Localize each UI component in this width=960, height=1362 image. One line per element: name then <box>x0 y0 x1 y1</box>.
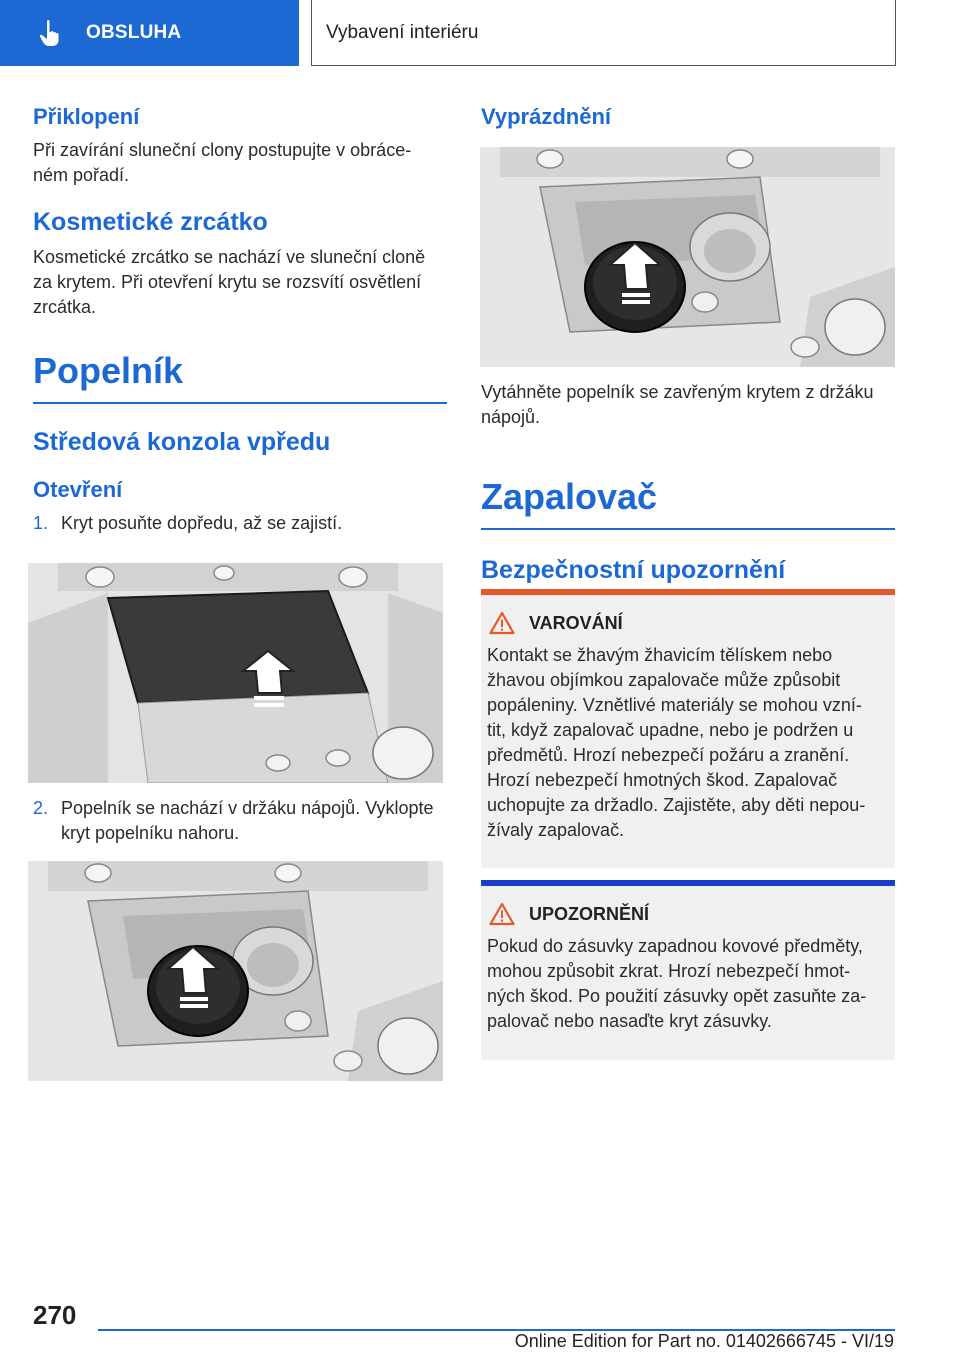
warning-title-text: VAROVÁNÍ <box>529 612 623 633</box>
console-closed-illustration <box>28 563 443 783</box>
notice-title <box>487 902 883 926</box>
chapter-tab[interactable] <box>0 0 299 66</box>
notice-text: Pokud do zásuvky zapadnou kovové předměty, mohou způsobit zkrat. Hrozí nebezpečí hmot‐ ných škod. Po použití zásuvky opět zasuňte za‐ palovač nebo nasaďte kryt zásuvky. <box>487 936 867 1031</box>
ashtray-heading: Popelník <box>33 350 184 391</box>
console-heading: Středová konzola vpředu <box>33 428 331 456</box>
right-column <box>481 100 895 130</box>
step-text: Kryt posuňte dopředu, až se zajistí. <box>61 513 343 533</box>
mirror-text: Kosmetické zrcátko se nachází ve sluneční cloně za krytem. Při otevření krytu se rozsvítí osvětlení zrcátka. <box>33 247 426 317</box>
step-1 <box>33 511 447 536</box>
folding-heading: Přiklopení <box>33 104 140 129</box>
right-lower-text <box>481 380 895 585</box>
notice-title-text: UPOZORNĚNÍ <box>529 903 650 924</box>
emptying-heading: Vyprázdnění <box>481 104 611 129</box>
section-tab <box>311 0 896 66</box>
step-text: Popelník se nachází v držáku nápojů. Vyklopte kryt popelníku nahoru. <box>61 798 434 843</box>
left-column <box>33 100 447 536</box>
ashtray-rule <box>33 402 447 404</box>
edition-text: Online Edition for Part no. 01402666745 - VI/19 <box>514 1331 894 1351</box>
warning-box <box>481 589 895 868</box>
step-number: 1. <box>33 513 49 533</box>
emptying-text: Vytáhněte popelník se zavřeným krytem z držáku nápojů. <box>481 382 874 427</box>
lighter-heading: Zapalovač <box>481 476 658 517</box>
hand-pointer-icon <box>38 19 64 47</box>
lighter-rule <box>481 528 895 530</box>
safety-heading: Bezpečnostní upozornění <box>481 556 786 584</box>
warning-text: Kontakt se žhavým žhavicím tělískem nebo žhavou objímkou zapalovače může způsobit popáleniny. Vznětlivé materiály se mohou vzní‐ tit, když zapalovač upadne, nebo je podržen u předmětů. Hrozí nebezpečí požáru a zranění. Hrozí nebezpečí hmotných škod. Zapalovač uchopujte za držadlo. Zajistěte, aby děti nepou‐ žívaly zapalovač. <box>487 645 866 840</box>
folding-text: Při zavírání sluneční clony postupujte v obráce‐ ném pořadí. <box>33 140 412 185</box>
emptying-illustration <box>480 147 895 367</box>
page-number: 270 <box>33 1300 77 1330</box>
warning-triangle-icon <box>489 611 515 635</box>
warning-title <box>487 611 883 635</box>
notice-box <box>481 880 895 1060</box>
page-header <box>0 0 960 66</box>
warning-triangle-icon <box>489 902 515 926</box>
step-number: 2. <box>33 798 49 818</box>
chapter-tab-label: OBSLUHA <box>86 22 182 43</box>
opening-heading: Otevření <box>33 477 123 502</box>
section-tab-label: Vybavení interiéru <box>326 21 479 43</box>
step-2 <box>33 796 447 846</box>
mirror-heading: Kosmetické zrcátko <box>33 208 268 236</box>
ashtray-cupholder-illustration <box>28 861 443 1081</box>
